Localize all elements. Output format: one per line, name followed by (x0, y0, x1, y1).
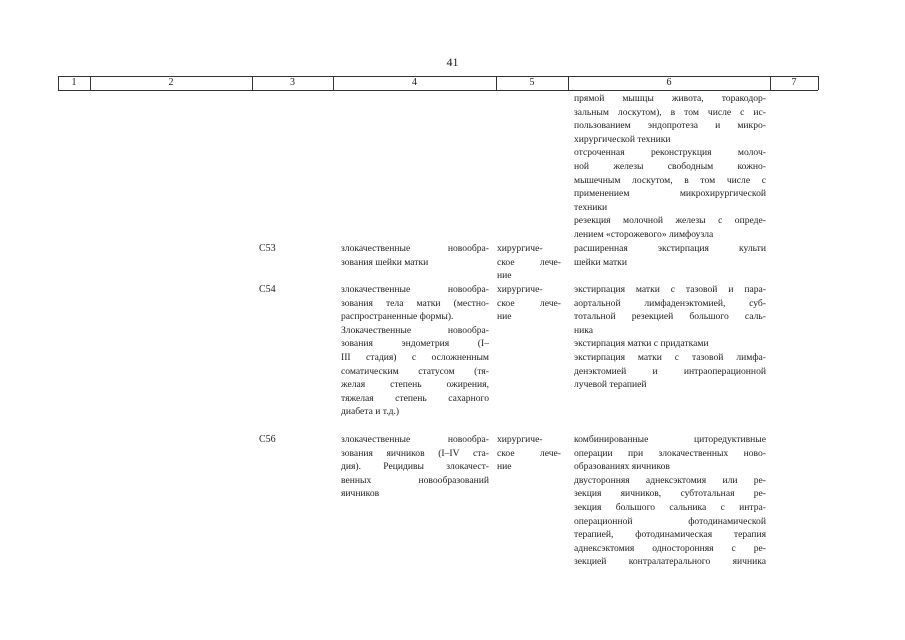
text-line: зекция большого сальника с интра- (574, 501, 766, 513)
text-line: экстирпация матки с тазовой и пара- (574, 284, 766, 295)
header-col-6: 6 (666, 77, 672, 88)
text-line: экстирпация матки с тазовой лимфа- (574, 351, 766, 363)
text-line: зекцией контралатерального яичника (574, 556, 766, 568)
text-line: соматическим статусом (тя- (341, 365, 489, 377)
text-line: злокачественные новообра- (341, 243, 489, 254)
text-line: хирургиче- (497, 284, 543, 295)
treatment-type (497, 433, 561, 474)
header-col-5: 5 (529, 77, 535, 88)
text-line: зальным лоскутом), в том числе с ис- (574, 106, 766, 118)
text-line: операции при злокачественных ново- (574, 447, 766, 459)
text-line: экстирпация матки с придатками (574, 338, 709, 350)
text-line: зования эндометрия (I– (341, 338, 489, 350)
text-line: злокачественные новообра- (341, 284, 489, 295)
text-line: ние (497, 461, 512, 473)
text-line: образованиях яичников (574, 461, 670, 473)
text-line: ние (497, 311, 512, 323)
treatment-methods (574, 242, 766, 269)
text-line: дия). Рецидивы злокачест- (341, 461, 489, 473)
text-line: ское лече- (497, 297, 561, 309)
text-line: желая степень ожирения, (341, 379, 489, 391)
text-line: зования яичников (I–IV ста- (341, 447, 489, 459)
text-line: ское лече- (497, 447, 561, 459)
diagnosis-description (341, 242, 489, 269)
text-line: операционной фотодинамической (574, 515, 766, 527)
text-line: ское лече- (497, 256, 561, 268)
text-line: хирургической техники (574, 133, 671, 145)
text-line: зования тела матки (местно- (341, 297, 489, 309)
treatment-methods (574, 433, 766, 569)
text-line: расширенная экстирпация культи (574, 243, 766, 254)
text-line: терапией, фотодинамическая терапия (574, 529, 766, 541)
text-line: злокачественные новообра- (341, 434, 489, 445)
diagnosis-code: C56 (259, 434, 276, 445)
diagnosis-description (341, 433, 489, 501)
text-line: аднексэктомия односторонняя с ре- (574, 542, 766, 554)
header-col-7: 7 (791, 77, 797, 88)
header-col-3: 3 (290, 77, 295, 88)
text-line: зования шейки матки (341, 256, 429, 268)
diagnosis-code: C54 (259, 284, 276, 295)
text-line: диабета и т.д.) (341, 406, 400, 418)
header-col-2: 2 (168, 77, 174, 88)
text-line: аортальной лимфаденэктомией, суб- (574, 297, 766, 309)
text-line: яичников (341, 488, 380, 500)
header-col-1: 1 (71, 77, 77, 88)
text-line: III стадия) с осложненным (341, 351, 489, 363)
treatment-methods (574, 283, 766, 392)
treatment-type (497, 283, 561, 324)
text-line: денэктомией и интраоперационной (574, 365, 766, 377)
text-line: мышечным лоскутом, в том числе с (574, 174, 766, 186)
column-divider (818, 76, 819, 90)
text-line: комбинированные циторедуктивные (574, 434, 766, 445)
text-line: лучевой терапией (574, 379, 647, 391)
text-line: прямой мышцы живота, торакодор- (574, 93, 766, 104)
text-line: ника (574, 324, 594, 336)
text-line: применением микрохирургической (574, 188, 766, 200)
text-line: хирургиче- (497, 243, 543, 254)
text-line: ние (497, 270, 512, 282)
table-header-bottom-border (58, 90, 818, 91)
text-line: хирургиче- (497, 434, 543, 445)
text-line: пользованием эндопротеза и микро- (574, 120, 766, 132)
text-line: шейки матки (574, 256, 627, 268)
treatment-type (497, 242, 561, 283)
text-line: распространенные формы). (341, 311, 454, 323)
diagnosis-code: C53 (259, 243, 276, 254)
text-line: тяжелая степень сахарного (341, 392, 489, 404)
text-line: техники (574, 201, 608, 213)
text-line: ной железы свободным кожно- (574, 160, 766, 172)
diagnosis-description (341, 283, 489, 419)
text-line: отсроченная реконструкция молоч- (574, 147, 766, 159)
text-line: венных новообразований (341, 474, 489, 486)
text-line: двусторонняя аднексэктомия или ре- (574, 474, 766, 486)
page-number: 41 (446, 55, 459, 69)
text-line: Злокачественные новообра- (341, 324, 489, 336)
text-line: резекция молочной железы с опреде- (574, 215, 766, 227)
text-line: тотальной резекцией большого саль- (574, 311, 766, 323)
text-line: лением «сторожевого» лимфоузла (574, 228, 714, 240)
header-col-4: 4 (412, 77, 417, 88)
text-line: зекция яичников, субтотальная ре- (574, 488, 766, 500)
continuation-treatment-methods (574, 92, 766, 242)
